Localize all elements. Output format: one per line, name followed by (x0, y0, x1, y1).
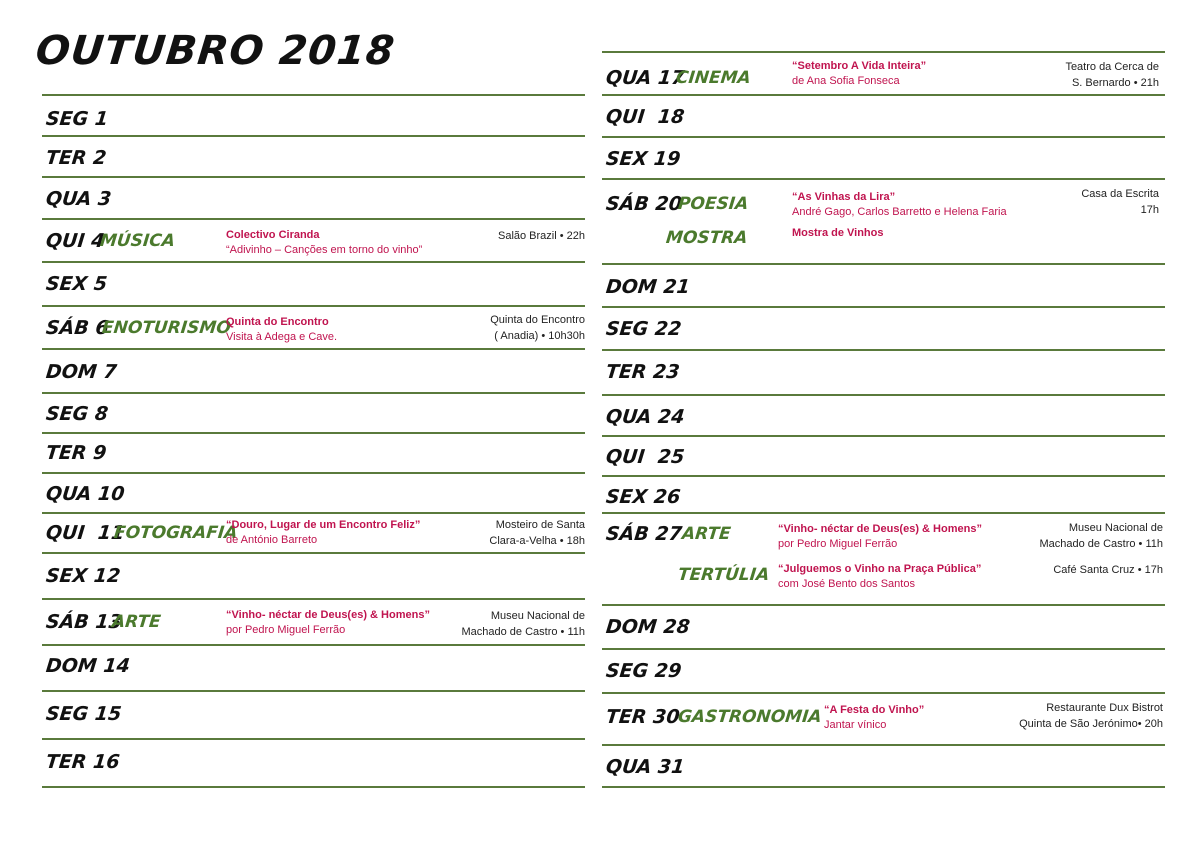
event-subtitle: por Pedro Miguel Ferrão (778, 538, 898, 550)
event-title: Quinta do Encontro (226, 316, 329, 328)
day-label: SEG 29 (604, 660, 683, 682)
category-label: POESIA (676, 194, 750, 214)
category-label: CINEMA (674, 68, 752, 88)
event-place (490, 312, 585, 344)
day-label: QUA 3 (44, 188, 113, 210)
place-line: Mosteiro de Santa (495, 519, 585, 531)
event-title: “Julguemos o Vinho na Praça Pública” (778, 563, 982, 575)
day-label: QUI 18 (604, 106, 686, 128)
calendar-row (42, 434, 585, 474)
day-label: TER 30 (604, 706, 681, 728)
calendar-row (42, 740, 585, 788)
day-label: QUA 17 (604, 67, 686, 89)
event-place (1053, 562, 1163, 578)
event-title: Mostra de Vinhos (792, 227, 884, 239)
event-title: “A Festa do Vinho” (824, 704, 925, 716)
calendar-row (602, 180, 1165, 265)
place-line: Teatro da Cerca de (1065, 61, 1159, 73)
event-place (1065, 59, 1159, 91)
calendar-row (602, 308, 1165, 351)
calendar-row (42, 692, 585, 740)
calendar-row (42, 474, 585, 514)
event-subtitle: de António Barreto (226, 534, 318, 546)
event-place (489, 517, 585, 549)
calendar-row (602, 96, 1165, 138)
place-line: Salão Brazil • 22h (497, 230, 585, 242)
calendar-row (602, 514, 1165, 606)
day-label: SEX 26 (604, 486, 682, 508)
day-label: QUI 11 (44, 522, 126, 544)
category-label: FOTOGRAFIA (112, 523, 239, 543)
day-label: DOM 14 (44, 655, 132, 677)
day-label: SÁB 20 (604, 193, 684, 215)
day-label: SEG 22 (604, 318, 683, 340)
day-label: DOM 21 (604, 276, 692, 298)
calendar-row (602, 746, 1165, 788)
event-info (778, 562, 981, 592)
day-label: QUI 25 (604, 446, 686, 468)
day-label: QUA 31 (604, 756, 686, 778)
event-title: “Vinho- néctar de Deus(es) & Homens” (226, 609, 430, 621)
place-line: 17h (1140, 204, 1159, 216)
calendar-row (602, 351, 1165, 396)
day-label: SEG 15 (44, 703, 123, 725)
place-line: Machado de Castro • 11h (461, 626, 585, 638)
calendar-row (42, 178, 585, 220)
calendar-row (42, 514, 585, 554)
day-label: SEX 5 (44, 273, 109, 295)
calendar-row (602, 265, 1165, 308)
event-place (462, 608, 586, 640)
event-title: Colectivo Ciranda (226, 229, 320, 241)
category-label: MOSTRA (664, 228, 749, 248)
event-info (226, 608, 430, 638)
event-title: “Setembro A Vida Inteira” (792, 60, 927, 72)
calendar-row (602, 477, 1165, 514)
event-place (1081, 186, 1159, 218)
day-label: SÁB 6 (44, 317, 110, 339)
day-label: TER 16 (44, 751, 121, 773)
place-line: Quinta de São Jerónimo• 20h (1019, 718, 1163, 730)
category-label: ARTE (110, 612, 162, 632)
day-label: TER 23 (604, 361, 681, 383)
event-subtitle: “Adivinho – Canções em torno do vinho” (226, 244, 423, 256)
place-line: Quinta do Encontro (490, 314, 585, 326)
event-subtitle: de Ana Sofia Fonseca (792, 75, 900, 87)
category-label: ENOTURISMO (100, 318, 232, 338)
day-label: SEX 19 (604, 148, 682, 170)
event-info (226, 518, 420, 548)
calendar-row (42, 646, 585, 692)
event-info (778, 522, 982, 552)
calendar-row (602, 396, 1165, 437)
event-place (1019, 700, 1163, 732)
calendar-row (602, 650, 1165, 694)
place-line: S. Bernardo • 21h (1071, 77, 1159, 89)
day-label: SEX 12 (44, 565, 122, 587)
calendar-row (42, 600, 585, 646)
category-label: GASTRONOMIA (676, 707, 823, 727)
event-subtitle: Visita à Adega e Cave. (226, 331, 338, 343)
place-line: Clara-a-Velha • 18h (489, 535, 585, 547)
calendar-row (42, 307, 585, 350)
event-title: “As Vinhas da Lira” (792, 191, 896, 203)
place-line: Casa da Escrita (1081, 188, 1159, 200)
event-title: “Vinho- néctar de Deus(es) & Homens” (778, 523, 982, 535)
place-line: Museu Nacional de (1068, 522, 1163, 534)
event-subtitle: Jantar vínico (824, 719, 887, 731)
day-label: TER 9 (44, 442, 108, 464)
calendar-row (42, 394, 585, 434)
day-label: SEG 1 (44, 108, 110, 130)
event-subtitle: por Pedro Miguel Ferrão (226, 624, 346, 636)
calendar-row (42, 137, 585, 178)
event-subtitle: André Gago, Carlos Barretto e Helena Faria (792, 206, 1007, 218)
calendar-row (602, 437, 1165, 477)
event-info (226, 228, 422, 258)
day-label: SÁB 27 (604, 523, 684, 545)
category-label: ARTE (680, 524, 732, 544)
day-label: SÁB 13 (44, 611, 124, 633)
day-label: TER 2 (44, 147, 108, 169)
event-subtitle: com José Bento dos Santos (778, 578, 915, 590)
event-info (824, 703, 924, 733)
calendar-row (602, 606, 1165, 650)
category-label: MÚSICA (98, 231, 176, 251)
calendar-row (602, 51, 1165, 96)
event-place (498, 228, 585, 244)
day-label: DOM 7 (44, 361, 118, 383)
day-label: QUA 24 (604, 406, 686, 428)
place-line: Museu Nacional de (490, 610, 585, 622)
place-line: Café Santa Cruz • 17h (1053, 564, 1163, 576)
day-label: QUA 10 (44, 483, 126, 505)
calendar-row (42, 554, 585, 600)
place-line: Machado de Castro • 11h (1039, 538, 1163, 550)
calendar-row (42, 220, 585, 263)
category-label: TERTÚLIA (676, 565, 771, 585)
event-info (792, 59, 926, 89)
place-line: Restaurante Dux Bistrot (1046, 702, 1163, 714)
calendar-row (602, 138, 1165, 180)
event-info (792, 190, 1007, 220)
calendar-row (42, 94, 585, 137)
calendar-row (42, 350, 585, 394)
day-label: DOM 28 (604, 616, 692, 638)
event-place (1040, 520, 1164, 552)
day-label: QUI 4 (44, 230, 106, 252)
calendar-row (602, 694, 1165, 746)
page-title: OUTUBRO 2018 (33, 28, 398, 74)
place-line: ( Anadia) • 10h30h (494, 330, 585, 342)
event-info (792, 226, 883, 241)
event-info (226, 315, 337, 345)
calendar-row (42, 263, 585, 307)
day-label: SEG 8 (44, 403, 110, 425)
event-title: “Douro, Lugar de um Encontro Feliz” (226, 519, 421, 531)
